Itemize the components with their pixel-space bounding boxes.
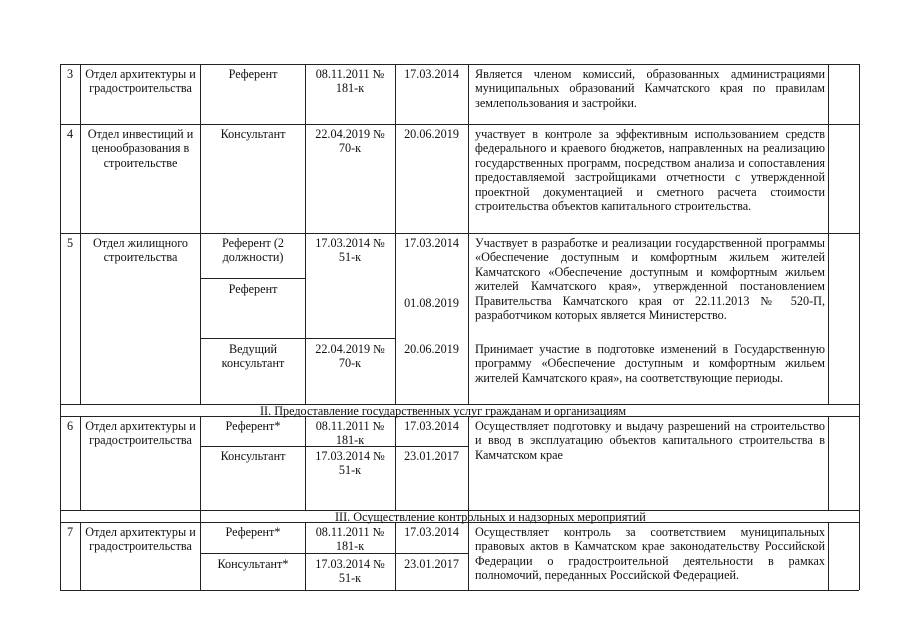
position-cell: Ведущий консультант (221, 342, 285, 371)
table-rule (200, 338, 395, 339)
position-cell: Консультант (220, 127, 286, 141)
order-cell: 22.04.2019 № 70-к (315, 127, 385, 156)
table-rule (828, 64, 829, 404)
date-cell: 01.08.2019 (404, 296, 459, 310)
row-number: 4 (66, 127, 74, 141)
table-rule (828, 522, 829, 590)
duties-cell: Является членом комиссий, образованных администрациями муниципальных образований Камчатского края по правилам землепользования и застройки. (475, 67, 825, 110)
duties-cell: Осуществляет подготовку и выдачу разрешений на строительство и ввод в эксплуатацию объектов капитального строительства в Камчатском крае (475, 419, 825, 462)
date-cell: 20.06.2019 (404, 127, 459, 141)
table-rule (305, 522, 306, 590)
table-rule (80, 416, 81, 510)
table-rule (200, 64, 201, 404)
order-cell: 17.03.2014 № 51-к (315, 449, 385, 478)
position-cell: Референт* (225, 419, 281, 433)
position-cell: Референт (228, 282, 278, 296)
date-cell: 20.06.2019 (404, 342, 459, 356)
date-cell: 17.03.2014 (404, 525, 459, 539)
row-number: 3 (66, 67, 74, 81)
department-cell: Отдел жилищного строительства (92, 236, 189, 265)
table-rule (200, 416, 201, 510)
table-rule (395, 64, 396, 404)
row-number: 7 (66, 525, 74, 539)
order-cell: 22.04.2019 № 70-к (315, 342, 385, 371)
position-cell: Консультант* (217, 557, 289, 571)
date-cell: 23.01.2017 (404, 557, 459, 571)
duties-cell: участвует в контроле за эффективным использованием средств федерального и краевого бюджетов, направленных на реализацию государственных программ, посредством анализа и сопоставления предоставляемой застройщиками отчетности с утвержденной проектной документацией и сметного расчета стоимости строительства объектов капитального строительства. (475, 127, 825, 214)
table-rule (80, 522, 81, 590)
table-rule (200, 278, 305, 279)
table-rule (60, 64, 859, 65)
section-heading: II. Предоставление государственных услуг гражданам и организациям (260, 404, 627, 418)
table-rule (395, 522, 396, 590)
date-cell: 23.01.2017 (404, 449, 459, 463)
table-rule (828, 416, 829, 510)
duties-cell: Осуществляет контроль за соответствием муниципальных правовых актов в Камчатском крае законодательству Российской Федерации о градостроительной деятельности в рамках полномочий, переданных Российской Федерацией. (475, 525, 825, 583)
duties-cell: Принимает участие в подготовке изменений в Государственную программу «Обеспечение доступным и комфортным жильем жителей Камчатского края», на соответствующие периоды. (475, 342, 825, 385)
duties-cell: Участвует в разработке и реализации государственной программы «Обеспечение доступным и комфортным жильем жителей Камчатского «Обеспечение доступным и комфортным жильем жителей Камчатского края», утвержденной постановлением Правительства Камчатского края от 22.11.2013 № 520-П, разработчиком которых является Министерство. (475, 236, 825, 323)
position-cell: Референт (228, 67, 278, 81)
order-cell: 08.11.2011 № 181-к (315, 419, 385, 448)
table-rule (60, 124, 859, 125)
table-rule (80, 64, 81, 404)
order-cell: 17.03.2014 № 51-к (315, 557, 385, 586)
department-cell: Отдел архитектуры и градостроительства (85, 525, 196, 554)
table-rule (305, 64, 306, 404)
department-cell: Отдел архитектуры и градостроительства (85, 67, 196, 96)
table-rule (60, 590, 859, 591)
row-number: 6 (66, 419, 74, 433)
position-cell: Референт (2 должности) (221, 236, 285, 265)
department-cell: Отдел архитектуры и градостроительства (85, 419, 196, 448)
order-cell: 17.03.2014 № 51-к (315, 236, 385, 265)
date-cell: 17.03.2014 (404, 67, 459, 81)
table-rule (395, 416, 396, 510)
department-cell: Отдел инвестиций и ценообразования в строительстве (87, 127, 194, 170)
order-cell: 08.11.2011 № 181-к (315, 525, 385, 554)
table-rule (60, 233, 859, 234)
section-heading: III. Осуществление контрольных и надзорных мероприятий (335, 510, 646, 524)
table-rule (859, 64, 860, 590)
position-cell: Референт* (225, 525, 281, 539)
table-rule (200, 510, 201, 590)
order-cell: 08.11.2011 № 181-к (315, 67, 385, 96)
date-cell: 17.03.2014 (404, 419, 459, 433)
table-rule (60, 64, 61, 590)
row-number: 5 (66, 236, 74, 250)
table-rule (468, 416, 469, 510)
table-rule (305, 416, 306, 510)
date-cell: 17.03.2014 (404, 236, 459, 250)
position-cell: Консультант (220, 449, 286, 463)
table-rule (468, 64, 469, 404)
